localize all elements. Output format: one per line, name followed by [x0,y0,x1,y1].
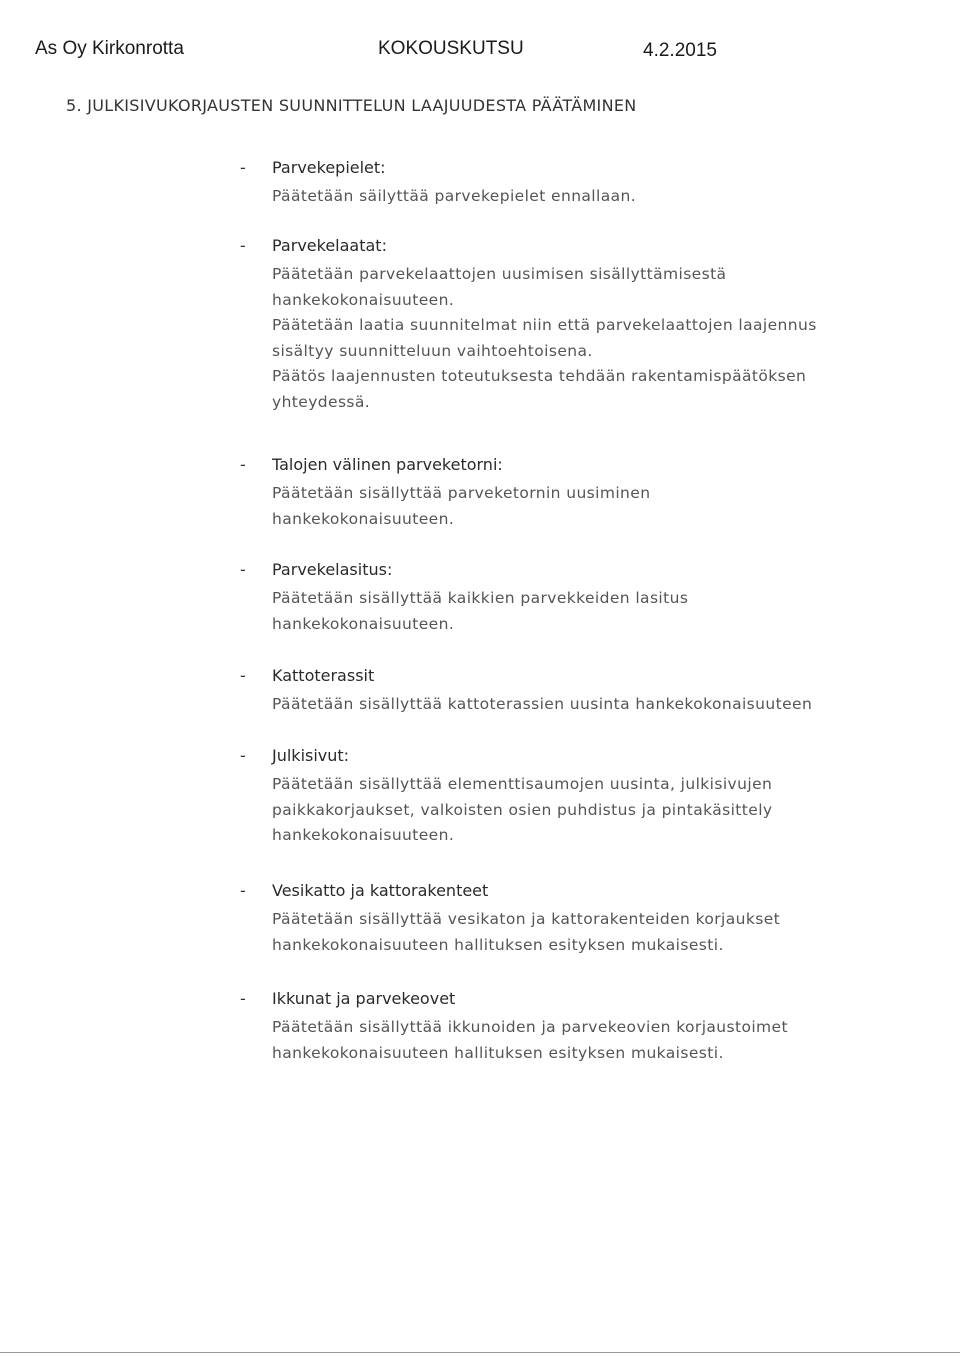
item-body [272,1015,852,1066]
item-heading: Parvekelasitus: [272,560,393,579]
page-bottom-edge [0,1352,960,1353]
item-heading: Vesikatto ja kattorakenteet [272,881,489,900]
body-line: hankekokonaisuuteen. [272,614,455,633]
section-title: 5. JULKISIVUKORJAUSTEN SUUNNITTELUN LAAJUUDESTA PÄÄTÄMINEN [66,96,637,115]
item-body [272,481,852,532]
item-heading: Ikkunat ja parvekeovet [272,989,456,1008]
bullet-dash: - [240,158,246,177]
bullet-dash: - [240,746,246,765]
body-line: Päätetään sisällyttää vesikaton ja kattorakenteiden korjaukset [272,910,781,928]
body-line: Päätetään sisällyttää ikkunoiden ja parvekeovien korjaustoimet [272,1018,788,1036]
document-date: 4.2.2015 [643,40,717,61]
item-body [272,692,852,718]
item-heading: Talojen välinen parveketorni: [272,455,503,474]
document-header [0,38,960,68]
body-line: Päätetään parvekelaattojen uusimisen sisällyttämisestä [272,265,727,283]
body-line: sisältyy suunnitteluun vaihtoehtoisena. [272,341,593,360]
body-line: Päätös laajennusten toteutuksesta tehdään rakentamispäätöksen [272,367,807,385]
bullet-dash: - [240,989,246,1008]
body-line: Päätetään sisällyttää kattoterassien uusinta hankekokonaisuuteen [272,695,813,713]
document-title: KOKOUSKUTSU [378,38,524,59]
bullet-dash: - [240,881,246,900]
bullet-dash: - [240,666,246,685]
body-line: Päätetään laatia suunnitelmat niin että parvekelaattojen laajennus [272,316,817,334]
body-line: hankekokonaisuuteen. [272,290,455,309]
item-heading: Julkisivut: [272,746,350,765]
body-line: yhteydessä. [272,392,371,411]
body-line: paikkakorjaukset, valkoisten osien puhdistus ja pintakäsittely [272,800,773,819]
body-line: hankekokonaisuuteen hallituksen esityksen mukaisesti. [272,1043,724,1062]
organization-name: As Oy Kirkonrotta [35,38,184,59]
body-line: hankekokonaisuuteen hallituksen esityksen mukaisesti. [272,935,724,954]
item-body [272,907,852,958]
body-line: Päätetään säilyttää parvekepielet ennallaan. [272,187,637,205]
bullet-dash: - [240,560,246,579]
item-heading: Kattoterassit [272,666,375,685]
body-line: Päätetään sisällyttää parveketornin uusiminen [272,484,651,502]
body-line: Päätetään sisällyttää elementtisaumojen uusinta, julkisivujen [272,775,773,793]
item-heading: Parvekelaatat: [272,236,387,255]
item-body [272,184,852,210]
body-line: hankekokonaisuuteen. [272,509,455,528]
item-heading: Parvekepielet: [272,158,386,177]
item-body [272,262,852,415]
body-line: Päätetään sisällyttää kaikkien parvekkeiden lasitus [272,589,689,607]
body-line: hankekokonaisuuteen. [272,826,455,844]
bullet-dash: - [240,236,246,255]
item-body [272,586,852,637]
item-body [272,772,852,849]
bullet-dash: - [240,455,246,474]
